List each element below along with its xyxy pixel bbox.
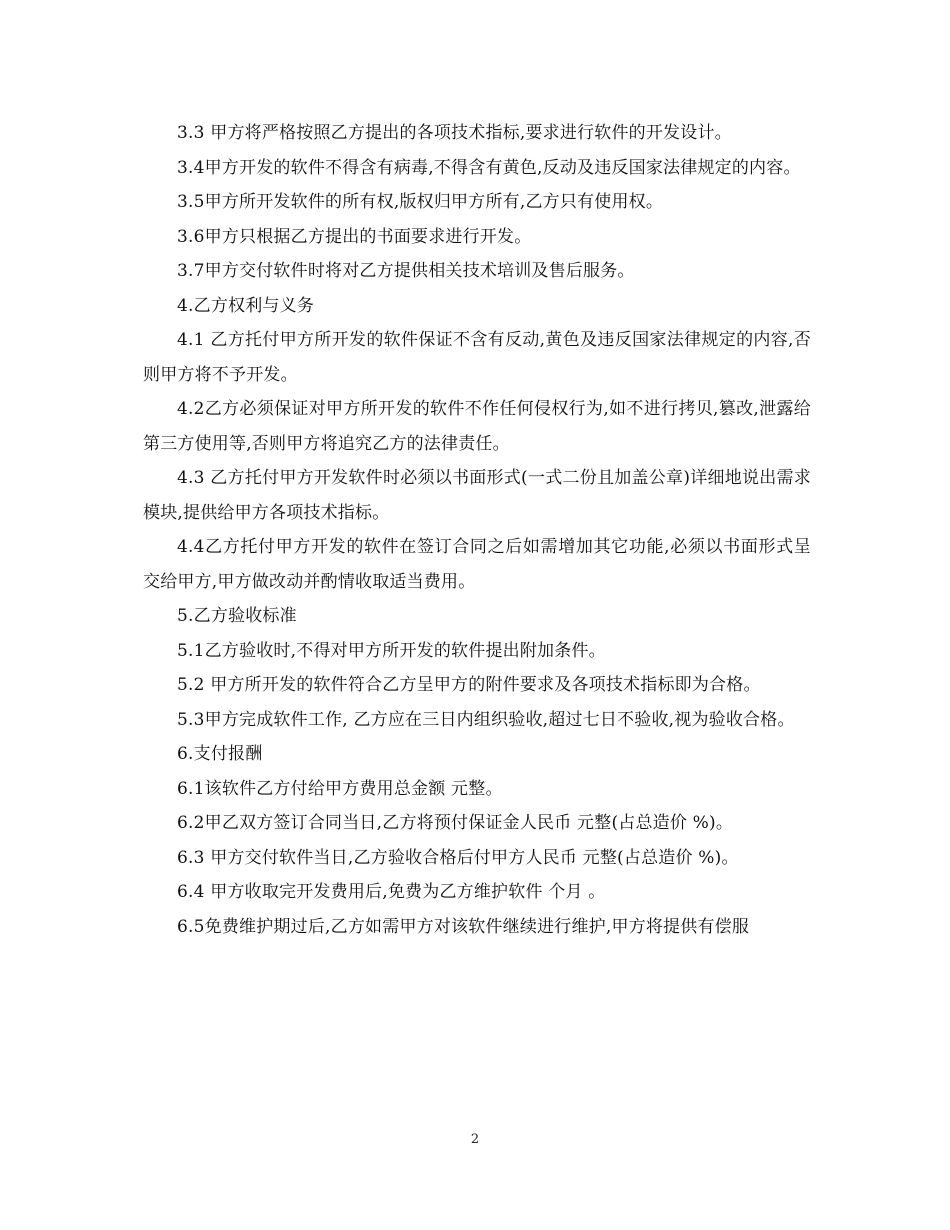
clause-5-3: 5.3甲方完成软件工作, 乙方应在三日内组织验收,超过七日不验收,视为验收合格。 xyxy=(177,709,795,730)
page-number: 2 xyxy=(470,1132,480,1147)
clause-3-6: 3.6甲方只根据乙方提出的书面要求进行开发。 xyxy=(177,226,532,247)
section-heading-4: 4.乙方权利与义务 xyxy=(177,295,315,316)
document-body xyxy=(143,116,811,944)
section-heading-6: 6.支付报酬 xyxy=(177,744,263,764)
clause-6-5: 6.5免费维护期过后,乙方如需甲方对该软件继续进行维护,甲方将提供有偿服 xyxy=(177,916,750,937)
clause-4-1: 4.1 乙方托付甲方所开发的软件保证不含有反动,黄色及违反国家法律规定的内容,否则甲方将不予开发。 xyxy=(143,330,811,385)
clause-5-1: 5.1乙方验收时,不得对甲方所开发的软件提出附加条件。 xyxy=(177,640,606,661)
clause-3-4: 3.4甲方开发的软件不得含有病毒,不得含有黄色,反动及违反国家法律规定的内容。 xyxy=(177,157,801,178)
clause-6-4: 6.4 甲方收取完开发费用后,免费为乙方维护软件 个月 。 xyxy=(177,882,606,902)
clause-3-3: 3.3 甲方将严格按照乙方提出的各项技术指标,要求进行软件的开发设计。 xyxy=(177,123,732,143)
clause-3-7: 3.7甲方交付软件时将对乙方提供相关技术培训及售后服务。 xyxy=(177,261,635,281)
clause-4-4: 4.4乙方托付甲方开发的软件在签订合同之后如需增加其它功能,必须以书面形式呈交给甲方,甲方做改动并酌情收取适当费用。 xyxy=(143,537,811,592)
clause-6-2: 6.2甲乙双方签订合同当日,乙方将预付保证金人民币 元整(占总造价 %)。 xyxy=(177,813,734,833)
clause-4-3: 4.3 乙方托付甲方开发软件时必须以书面形式(一式二份且加盖公章)详细地说出需求模块,提供给甲方各项技术指标。 xyxy=(143,468,811,523)
clause-5-2: 5.2 甲方所开发的软件符合乙方呈甲方的附件要求及各项技术指标即为合格。 xyxy=(177,675,761,695)
section-heading-5: 5.乙方验收标准 xyxy=(177,606,297,626)
clause-4-2: 4.2乙方必须保证对甲方所开发的软件不作任何侵权行为,如不进行拷贝,篡改,泄露给第三方使用等,否则甲方将追究乙方的法律责任。 xyxy=(143,399,811,454)
clause-6-3: 6.3 甲方交付软件当日,乙方验收合格后付甲方人民币 元整(占总造价 %)。 xyxy=(177,847,739,868)
clause-6-1: 6.1该软件乙方付给甲方费用总金额 元整。 xyxy=(177,778,503,799)
clause-3-5: 3.5甲方所开发软件的所有权,版权归甲方所有,乙方只有使用权。 xyxy=(177,192,664,212)
